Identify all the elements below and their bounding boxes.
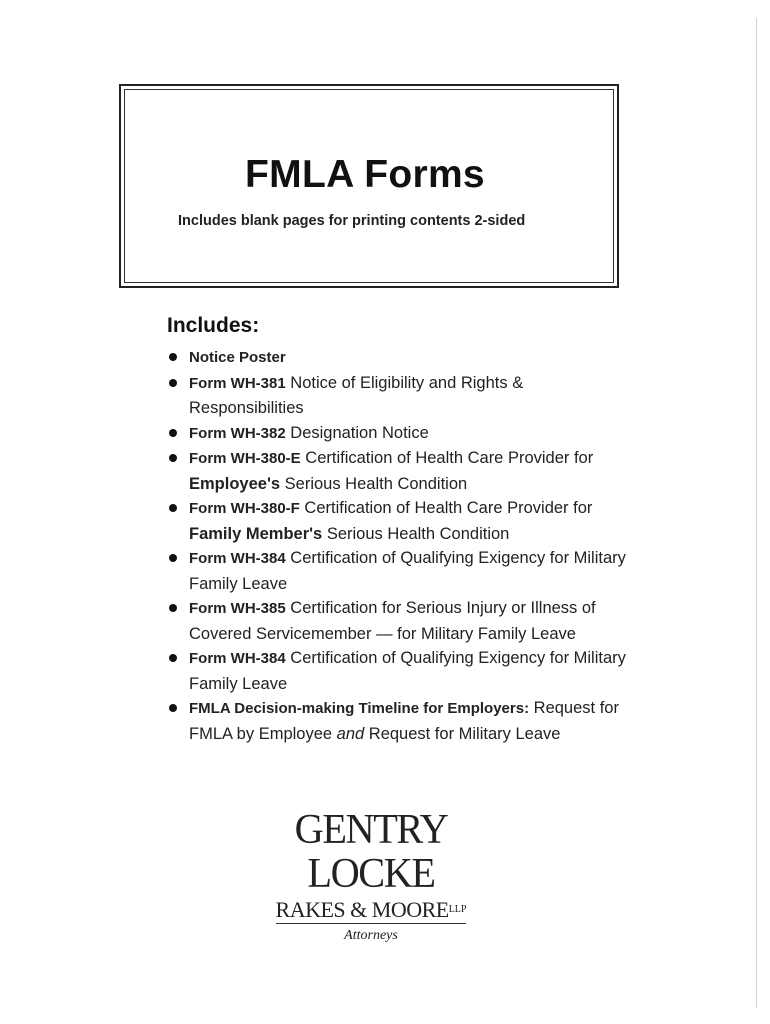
logo-llp: LLP	[448, 904, 467, 915]
item-text-2: Serious Health Condition	[322, 524, 510, 543]
item-text: Certification of Qualifying Exigency for Military Family Leave	[189, 649, 626, 693]
item-text-2: Request for Military Leave	[364, 724, 561, 743]
bullet-icon	[169, 353, 177, 361]
title-box	[119, 84, 619, 288]
item-bold: FMLA Decision-making Timeline for Employers:	[189, 700, 530, 717]
logo-firm-name: GENTRY LOCKE	[294, 807, 448, 897]
list-item	[165, 646, 635, 696]
list-item	[165, 546, 635, 596]
item-bold: Form WH-384	[189, 550, 286, 567]
document-title: FMLA Forms	[245, 153, 485, 196]
item-bold: Form WH-381	[189, 374, 286, 392]
item-text: Notice of Eligibility and Rights & Responsibilities	[189, 373, 524, 417]
list-item	[165, 421, 635, 447]
item-bold: Form WH-382	[189, 424, 286, 442]
bullet-icon	[169, 554, 177, 562]
firm-logo	[236, 808, 506, 944]
item-bold: Form WH-380-F	[189, 500, 300, 517]
bullet-icon	[169, 429, 177, 437]
bullet-icon	[169, 604, 177, 612]
includes-heading: Includes:	[167, 314, 260, 337]
item-text: Certification of Health Care Provider for	[300, 449, 594, 467]
item-bold: Form WH-384	[189, 650, 286, 667]
item-text: Certification of Health Care Provider for	[299, 499, 593, 517]
item-bold: Notice Poster	[189, 349, 286, 366]
item-text: Certification of Qualifying Exigency for Military Family Leave	[189, 549, 626, 593]
bullet-icon	[169, 704, 177, 712]
item-text: Certification for Serious Injury or Illness of Covered Servicemember — for Military Family Leave	[189, 599, 596, 643]
bullet-icon	[169, 454, 177, 462]
bullet-icon	[169, 379, 177, 387]
list-item	[165, 696, 635, 746]
includes-list	[165, 345, 635, 746]
item-text: Designation Notice	[285, 423, 429, 442]
bullet-icon	[169, 504, 177, 512]
document-subtitle: Includes blank pages for printing contents 2-sided	[178, 213, 526, 229]
item-italic: and	[336, 724, 365, 743]
list-item	[165, 345, 635, 371]
list-item	[165, 446, 635, 496]
item-bold: Form WH-385	[189, 600, 286, 617]
logo-line2-text: RAKES & MOORE	[275, 897, 449, 922]
item-text-2: Serious Health Condition	[280, 474, 468, 493]
page-edge-line	[756, 18, 757, 1008]
item-bold-2: Family Member's	[189, 524, 323, 543]
list-item	[165, 496, 635, 546]
list-item	[165, 371, 635, 421]
item-bold: Form WH-380-E	[189, 450, 301, 467]
item-text: Request for FMLA by Employee	[189, 699, 619, 743]
bullet-icon	[169, 654, 177, 662]
item-bold-2: Employee's	[189, 474, 281, 493]
logo-tagline: Attorneys	[344, 928, 398, 943]
list-item	[165, 596, 635, 646]
logo-firm-name-line2	[276, 898, 467, 924]
